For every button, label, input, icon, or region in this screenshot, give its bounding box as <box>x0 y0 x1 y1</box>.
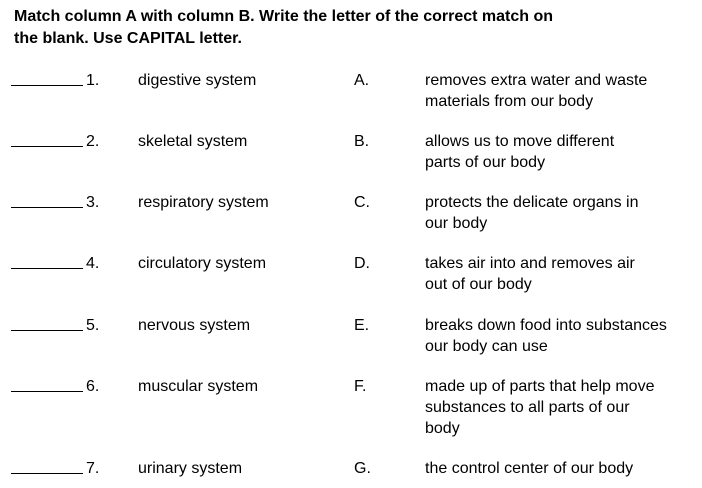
column-b-letter: C. <box>354 194 370 211</box>
column-b-description <box>425 315 695 357</box>
instructions-line-1: Match column A with column B. Write the letter of the correct match on <box>14 8 554 25</box>
column-b-letter: D. <box>354 255 370 272</box>
description-line: materials from our body <box>425 93 594 110</box>
column-a-term: respiratory system <box>138 194 269 211</box>
answer-blank[interactable] <box>11 85 83 86</box>
column-b-letter: A. <box>354 72 370 89</box>
column-a-term: digestive system <box>138 72 257 89</box>
column-b-description <box>425 376 695 439</box>
column-a-term: muscular system <box>138 378 259 395</box>
item-number: 6. <box>86 378 100 395</box>
description-line: breaks down food into substances <box>425 317 667 334</box>
column-a-term: skeletal system <box>138 133 248 150</box>
column-a-term: urinary system <box>138 460 243 477</box>
column-b-description <box>425 70 695 112</box>
description-line: made up of parts that help move <box>425 378 655 395</box>
item-number: 5. <box>86 317 100 334</box>
column-b-description <box>425 192 695 234</box>
answer-blank[interactable] <box>11 268 83 269</box>
column-b-description <box>425 131 695 173</box>
column-a-term: nervous system <box>138 317 251 334</box>
column-b-description <box>425 253 695 295</box>
description-line: our body can use <box>425 338 548 355</box>
column-b-letter: G. <box>354 460 371 477</box>
answer-blank[interactable] <box>11 330 83 331</box>
description-line: body <box>425 420 460 437</box>
description-line: parts of our body <box>425 154 546 171</box>
description-line: allows us to move different <box>425 133 615 150</box>
description-line: protects the delicate organs in <box>425 194 639 211</box>
column-a-term: circulatory system <box>138 255 267 272</box>
column-b-letter: B. <box>354 133 370 150</box>
column-b-description <box>425 458 695 479</box>
description-line: takes air into and removes air <box>425 255 635 272</box>
item-number: 2. <box>86 133 100 150</box>
answer-blank[interactable] <box>11 146 83 147</box>
item-number: 1. <box>86 72 100 89</box>
item-number: 4. <box>86 255 100 272</box>
description-line: our body <box>425 215 488 232</box>
item-number: 3. <box>86 194 100 211</box>
answer-blank[interactable] <box>11 207 83 208</box>
answer-blank[interactable] <box>11 473 83 474</box>
column-b-letter: E. <box>354 317 370 334</box>
instructions <box>14 6 654 50</box>
column-b-letter: F. <box>354 378 367 395</box>
description-line: removes extra water and waste <box>425 72 648 89</box>
description-line: the control center of our body <box>425 460 634 477</box>
answer-blank[interactable] <box>11 391 83 392</box>
description-line: out of our body <box>425 276 532 293</box>
description-line: substances to all parts of our <box>425 399 630 416</box>
instructions-line-2: the blank. Use CAPITAL letter. <box>14 30 242 47</box>
item-number: 7. <box>86 460 100 477</box>
